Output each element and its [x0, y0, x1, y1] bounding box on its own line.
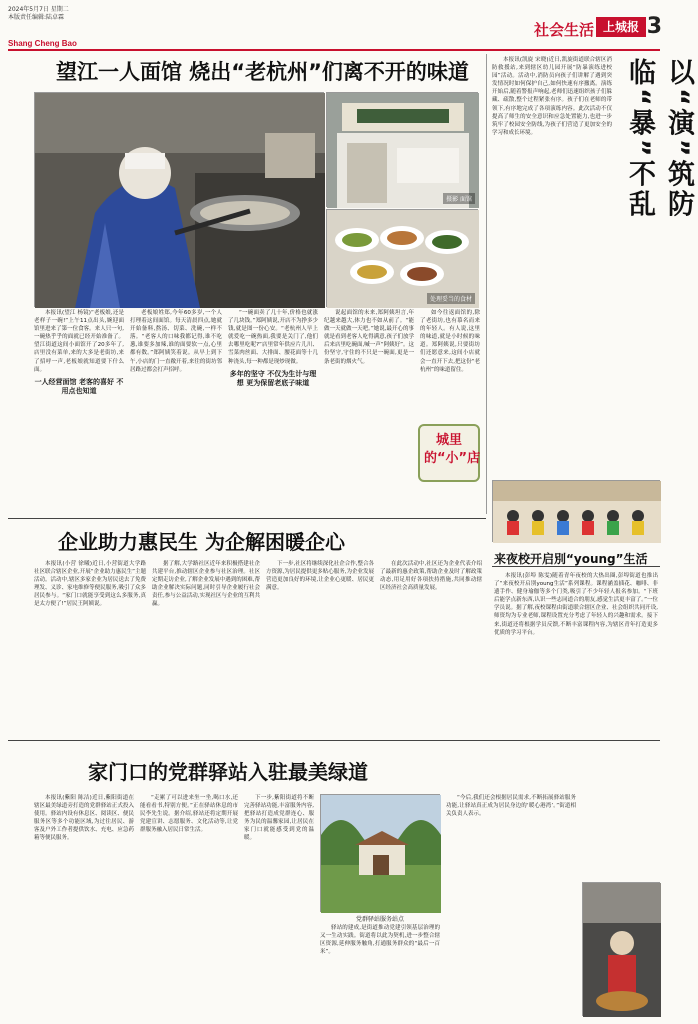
article2-col4 — [380, 560, 482, 732]
article2-col1 — [34, 560, 146, 732]
article1-col1-text: 本报讯(望江 杨镜)“老板娘,还是老样子一碗!”上午11点出头,婉迎面馆里进来了第一位食客。来人只一句,一碗热乎乎的面就已经开始准备了。望江街道这间小面馆开了20多年了,店里没有菜单,来的大多是老街坊,来了招呼一声,老板娘就知道要下什么面。 — [34, 310, 124, 373]
date-line: 2024年5月7日 星期二 — [8, 6, 69, 13]
article3-text-b: “走累了可以进来坐一坐,喝口水,还能看看书,特别方便。”正在驿站休息的市民李先生说。据介绍,驿站还将定期开展党建宣讲、志愿服务、文化活动等,让党群服务融入居民日常生活。 — [140, 795, 238, 834]
article2-top-rule — [8, 518, 486, 519]
article1-col1 — [34, 309, 124, 514]
article1-subhead1: 一人经营面馆 老客的喜好 不用点也知道 — [34, 377, 124, 395]
article3-title: 家门口的党群驿站入驻最美绿道 — [88, 760, 368, 784]
article1-col2 — [130, 309, 222, 514]
brand-name: Shang Cheng Bao — [8, 39, 77, 48]
article2-text-c: 下一步,社区将继续深化社企合作,整合各方资源,为居民提供更多贴心服务,为企业发展营造更加良好的环境,让企业心更暖、居民更满意。 — [266, 561, 374, 592]
article2-title: 企业助力惠民生 为企解困暖企心 — [58, 530, 345, 554]
article1-col4-text: 说起面馆的未来,郑阿姨坦言,年纪越来越大,体力也不如从前了。“能做一天就做一天吧。”她说,最开心的事就是看到老客人吃得满意,孩子们放学后来店里吃碗面,喊一声“阿姨好”。这份坚守,守住的不只是一碗面,更是一条老街的烟火气。 — [324, 310, 414, 365]
article3-text-e: “今后,我们还会根据居民需求,不断拓展驿站服务功能,让驿站真正成为居民身边的‘暖心港湾’。”街道相关负责人表示。 — [446, 795, 576, 818]
page-number: 3 — [646, 14, 662, 39]
article1-subhead2: 多年的坚守 不仅为生计与理想 更为保留老底子味道 — [229, 369, 317, 387]
article3-col5 — [446, 794, 576, 1016]
shop-photo-art — [327, 93, 479, 208]
article3-col2 — [140, 794, 238, 1016]
article1-col3 — [228, 309, 318, 514]
article1-col5-text: 如今往返面馆的,除了老街坊,也有慕名而来的年轻人。有人说,这里的味道,就是小时候的味道。郑阿姨说,只要街坊们还愿意来,这间小店就会一直开下去,把这份“老杭州”的味道留住。 — [420, 310, 480, 373]
night-school-rule — [492, 566, 660, 567]
dishes-photo — [326, 209, 478, 307]
chef-photo-art — [35, 93, 325, 308]
shop-photo — [326, 92, 478, 207]
night-school-title: 来夜校开启別“young”生活 — [494, 552, 648, 566]
night-school-body: 本报讯(彭埠 陈雯)随着青年夜校的大热出圈,彭埠街道也推出了“来夜校开启別young生活”系列课程。课程涵盖插花、咖啡、非遗手作、健身瑜伽等多个门类,吸引了不少年轻人报名参加。“下班后能学点新东西,认识一些志同道合的朋友,感觉生活更丰富了。”一位学员说。据了解,夜校课程由街道联合辖区企业、社会组织共同开设,师资均为专业老师,课程设置充分考虑了年轻人的兴趣和需求。接下来,街道还将根据学员反馈,不断丰富课程内容,为辖区青年打造更多优质的学习平台。 — [494, 573, 658, 636]
editor-line: 本版责任编辑:陆卓霖 — [8, 14, 65, 21]
article3-col1 — [34, 794, 134, 1016]
article2-text-a: 本报讯(小营 徐曦)近日,小营街道大学路社区联合辖区企业,开展“企业助力惠民生”主题活动。活动中,辖区多家企业为居民送去了免费理发、义诊、家电维修等便民服务,吸引了众多居民参与。“家门口就能享受到这么多服务,真是太方便了!”居民王阿姨说。 — [34, 561, 146, 608]
small-shop-badge — [418, 424, 480, 482]
article2-text-b: 据了解,大学路社区近年来积极搭建社企共建平台,推动辖区企业参与社区治理。社区定期走访企业,了解企业发展中遇到的困难,帮助企业解决实际问题,同时引导企业履行社会责任,参与公益活动,实现社区与企业的互利共赢。 — [152, 561, 260, 608]
shop-caption: 摄影 面馆 — [443, 193, 475, 204]
kids-photo-art — [493, 481, 661, 543]
station-photo — [320, 794, 440, 912]
station-caption: 党群驿站服务站点 — [355, 916, 404, 923]
article2-col2 — [152, 560, 260, 732]
article3-text-c: 下一步,紫阳街道将不断完善驿站功能,丰富服务内容,把驿站打造成党群连心、服务为民的温馨家园,让居民在家门口就能感受到党的温暖。 — [244, 795, 314, 842]
article1-col2-text: 老板娘姓郑,今年60多岁,一个人打理着这间面馆。每天清晨四点,她就开始备料,熬汤、切菜、洗碗,一样不落。“老客人的口味我都记得,谁不吃葱,谁要多加辣,谁的面要软一点,心里都有数。”郑阿姨笑着说。从早上到下午,小店的门一直敞开着,来往的街坊邻居路过都会打声招呼。 — [130, 310, 222, 373]
newspaper-logo: 上城报 — [596, 17, 646, 37]
night-school-text — [494, 572, 658, 732]
drum-photo — [582, 882, 660, 1016]
article1-col3-text: “一碗面卖了几十年,价格也就涨了几块钱。”郑阿姨说,开店不为挣多少钱,就是图一份心安。“老杭州人早上就爱吃一碗热面,我要是关门了,他们去哪里吃呢?”店里常年供应片儿川、雪菜肉丝面、大排面、腰花面等十几种浇头,每一种都是现炒现做。 — [228, 310, 318, 365]
article3-top-rule — [8, 740, 660, 741]
article1-col5 — [420, 309, 480, 419]
column-divider — [486, 54, 487, 514]
station-photo-art — [321, 795, 441, 913]
section-title: 社会生活 — [533, 21, 594, 39]
article3-col4 — [320, 924, 440, 1016]
sidebar-text — [492, 56, 612, 516]
article1-title: 望江一人面馆 烧出“老杭州”们离不开的味道 — [56, 60, 469, 84]
article3-col3 — [244, 794, 314, 1016]
chef-photo — [34, 92, 324, 307]
header-meta — [8, 6, 69, 22]
article3-text-a: 本报讯(紫阳 陈洁)近日,紫阳街道在辖区最美绿道旁打造的党群驿站正式投入使用。驿站内设有休息区、阅读区、便民服务区等多个功能区域,为过往居民、游客及户外工作者提供饮水、充电、应急药箱等便民服务。 — [34, 795, 134, 842]
article2-text-d: 在此次活动中,社区还为企业代表介绍了最新的惠企政策,帮助企业及时了解政策动态,用足用好各项扶持措施,共同推动辖区经济社会高质量发展。 — [380, 561, 482, 592]
kids-photo — [492, 480, 660, 542]
sidebar-text-body: 本报讯(凯旋 宋晓)近日,凯旋街道联合辖区消防救援站,来到辖区幼儿园开展“防暴演练进校园”活动。活动中,消防员向孩子们讲解了遇到突发情况时如何保护自己,如何快速有序撤离。演练开始后,随着警报声响起,老师们迅速组织孩子们躲藏、疏散,整个过程紧张有序。孩子们在老师的带领下,有序地完成了各项演练内容。此次活动不仅提高了师生的安全意识和应急处置能力,也进一步筑牢了校园安全防线,为孩子们营造了更加安全的学习和成长环境。 — [492, 57, 612, 136]
sidebar-vertical-title: 以“演”筑防 临“暴”不乱 — [624, 58, 694, 220]
dishes-caption: 处理妥当的食材 — [427, 293, 475, 304]
header-rule — [8, 49, 660, 51]
article3-text-d: 驿站的建成,是街道推动党建引领基层治理的又一生动实践。街道将以此为契机,进一步整合辖区资源,延伸服务触角,打通服务群众的“最后一百米”。 — [320, 925, 440, 956]
article1-col4 — [324, 309, 414, 514]
small-shop-badge-text: 城里的“小”店 — [424, 433, 481, 466]
drum-photo-art — [583, 883, 661, 1017]
article2-col3 — [266, 560, 374, 732]
